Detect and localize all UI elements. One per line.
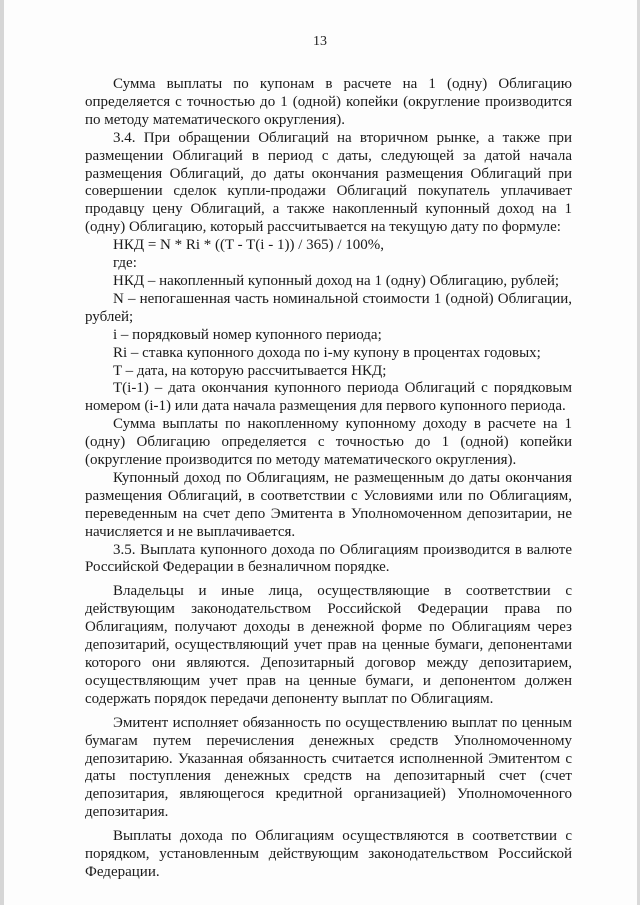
definition-i: i – порядковый номер купонного периода;: [113, 326, 382, 343]
paragraph-secondary-market-nkd: 3.4. При обращении Облигаций на вторичном рынке, а также при размещении Облигаций в период с даты, следующей за датой начала размещения Облигаций, до даты окончания размещения Облигаций при совершении сделок купли-продажи Облигаций покупатель уплачивает продавцу цену Облигаций, а также накопленный купонный доход на 1 (одну) Облигацию, который рассчитывается на текущую дату по формуле:: [85, 129, 572, 236]
definition-nkd: НКД – накопленный купонный доход на 1 (одну) Облигацию, рублей;: [113, 272, 560, 289]
paragraph-3-5-currency: 3.5. Выплата купонного дохода по Облигациям производится в валюте Российской Федерации в безналичном порядке.: [85, 541, 572, 576]
formula-where: где:: [113, 255, 137, 272]
paragraph-income-payments-law: Выплаты дохода по Облигациям осуществляются в соответствии с порядком, установленным действующим законодательством Российской Федерации.: [85, 828, 572, 880]
page-number: 13: [313, 34, 327, 49]
definition-t-i-minus-1: T(i-1) – дата окончания купонного периода Облигаций с порядковым номером (i-1) или дата начала размещения для первого купонного периода.: [85, 380, 572, 415]
document-body: [85, 76, 572, 882]
paragraph-coupon-payment-rounding: Сумма выплаты по купонам в расчете на 1 (одну) Облигацию определяется с точностью до 1 (одной) копейки (округление производится по методу математического округления).: [85, 76, 572, 128]
scan-edge-left: [0, 0, 4, 905]
definition-n: N – непогашенная часть номинальной стоимости 1 (одной) Облигации, рублей;: [85, 290, 572, 325]
definition-ri: Ri – ставка купонного дохода по i-му купону в процентах годовых;: [113, 344, 541, 361]
formula-nkd: НКД = N * Ri * ((T - T(i - 1)) / 365) / 100%,: [113, 237, 385, 254]
paragraph-holders-income: Владельцы и иные лица, осуществляющие в соответствии с действующим законодательством Российской Федерации права по Облигациям, получают доходы в денежной форме по Облигациям через депозитарий, осуществляющий учет прав на ценные бумаги, депонентами которого они являются. Депозитарный договор между депозитарием, осуществляющим учет прав на ценные бумаги, и депонентом должен содержать порядок передачи депоненту выплат по Облигациям.: [85, 583, 572, 707]
paragraph-issuer-obligation: Эмитент исполняет обязанность по осуществлению выплат по ценным бумагам путем перечисления денежных средств Уполномоченному депозитарию. Указанная обязанность считается исполненной Эмитентом с даты поступления денежных средств на депозитарный счет (счет депозитария, являющегося кредитной организацией) Уполномоченного депозитария.: [85, 714, 572, 821]
paragraph-accrued-coupon-rounding: Сумма выплаты по накопленному купонному доходу в расчете на 1 (одну) Облигацию определяется с точностью до 1 (одной) копейки (округление производится по методу математического округления).: [85, 416, 572, 469]
paragraph-unplaced-bonds: Купонный доход по Облигациям, не размещенным до даты окончания размещения Облигаций, в соответствии с Условиями или по Облигациям, переведенным на счет депо Эмитента в Уполномоченном депозитарии, не начисляется и не выплачивается.: [85, 469, 572, 540]
definition-t: T – дата, на которую рассчитывается НКД;: [113, 362, 387, 379]
